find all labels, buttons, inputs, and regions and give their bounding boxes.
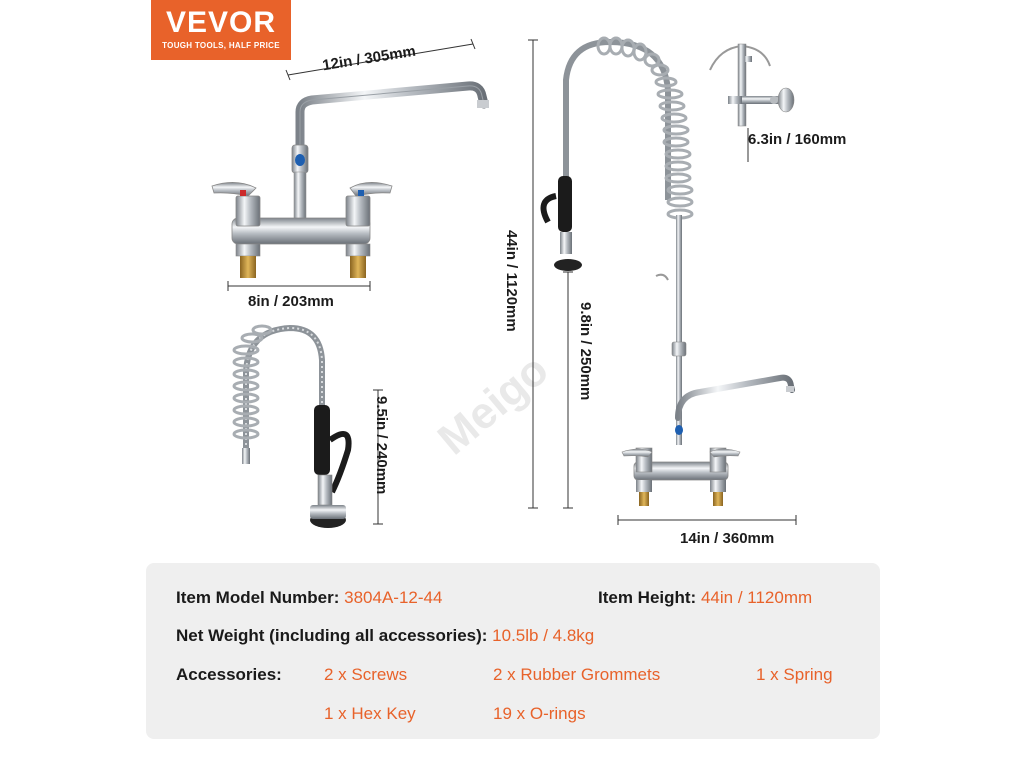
pre-rinse-unit bbox=[544, 38, 795, 506]
watermark: Meigo bbox=[428, 344, 558, 465]
accessory-item: 2 x Rubber Grommets bbox=[493, 665, 661, 684]
spec-height-label: Item Height: bbox=[598, 588, 697, 607]
spec-weight-value: 10.5lb / 4.8kg bbox=[492, 626, 595, 645]
accessory-item: 2 x Screws bbox=[324, 665, 408, 684]
logo-tagline: TOUGH TOOLS, HALF PRICE bbox=[162, 41, 280, 50]
spec-height bbox=[598, 588, 812, 608]
spec-weight-label: Net Weight (including all accessories): bbox=[176, 626, 488, 645]
spring-sprayer bbox=[234, 326, 349, 528]
logo-brand-name: VEVOR bbox=[165, 6, 277, 39]
spec-height-value: 44in / 1120mm bbox=[700, 588, 813, 607]
spec-model-label: Item Model Number: bbox=[176, 588, 340, 607]
wall-bracket bbox=[710, 44, 794, 126]
dim-wall-bracket: 6.3in / 160mm bbox=[748, 131, 847, 148]
accessory-item: 1 x Hex Key bbox=[324, 704, 416, 723]
accessories-label: Accessories: bbox=[176, 665, 282, 684]
dim-faucet-center: 8in / 203mm bbox=[248, 293, 334, 310]
dim-spout-length: 12in / 305mm bbox=[321, 42, 417, 75]
wall-faucet bbox=[212, 86, 489, 278]
accessory-item: 1 x Spring bbox=[756, 665, 833, 684]
dim-sprayer-drop: 9.8in / 250mm bbox=[577, 302, 594, 401]
spec-model bbox=[176, 588, 442, 608]
spec-model-value: 3804A-12-44 bbox=[344, 588, 443, 607]
spec-weight bbox=[176, 626, 594, 646]
dim-base-width: 14in / 360mm bbox=[680, 530, 775, 547]
dim-sprayer-hose: 9.5in / 240mm bbox=[373, 396, 390, 495]
accessory-item: 19 x O-rings bbox=[493, 704, 586, 723]
dim-total-height: 44in / 1120mm bbox=[503, 230, 520, 332]
